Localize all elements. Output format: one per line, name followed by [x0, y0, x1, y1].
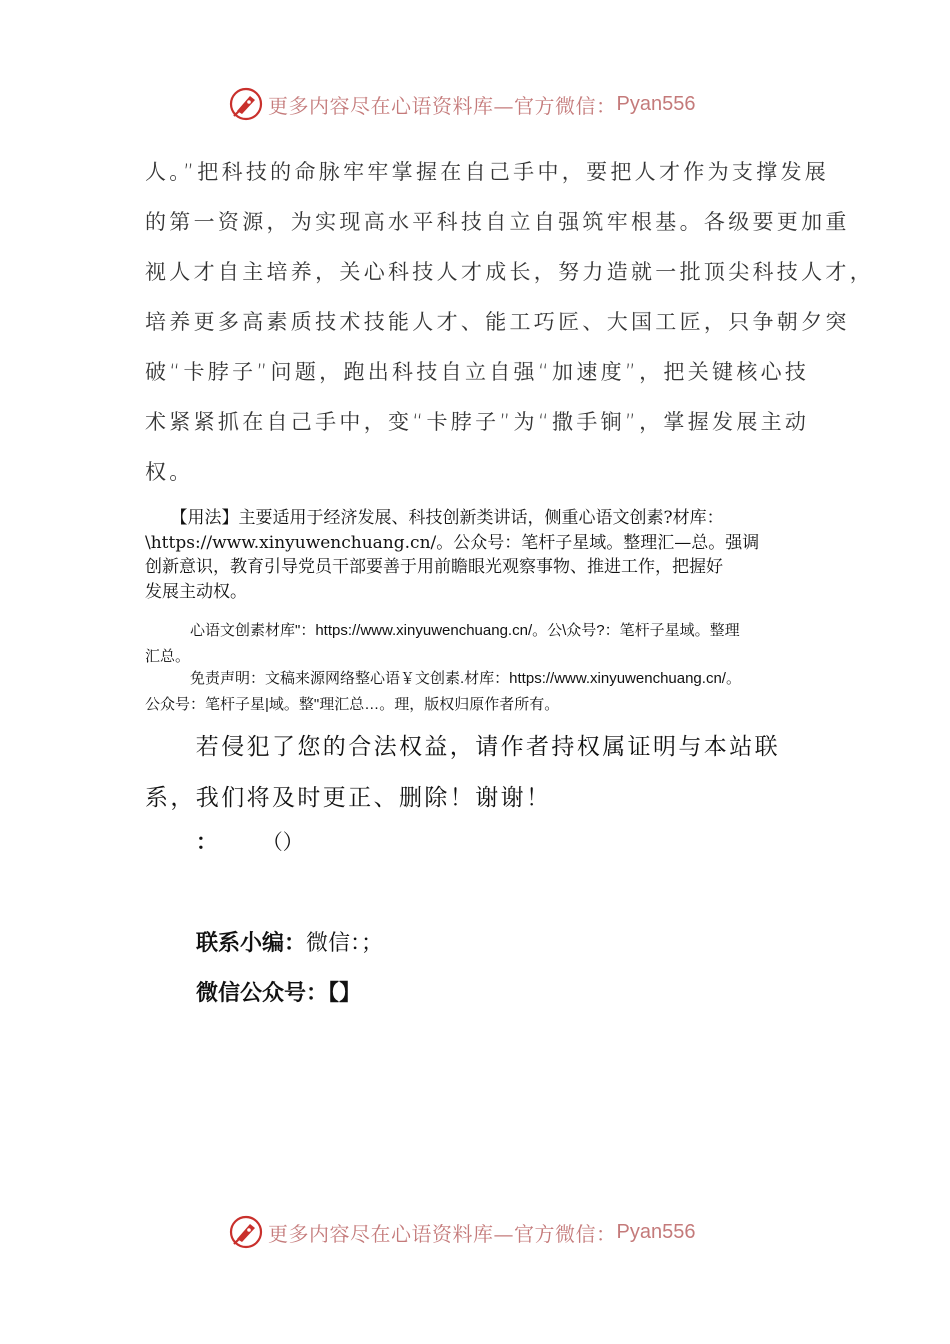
source-note [145, 618, 810, 670]
pen-nib-logo-icon [228, 86, 264, 122]
footer-banner [228, 1212, 728, 1252]
infringement-notice [145, 722, 825, 824]
note-line: 心语文创素材库"：https://www.xinyuwenchuang.cn/。公\众号?：笔杆子星域。整理 [145, 622, 740, 639]
header-banner [228, 84, 728, 124]
usage-line: 发展主动权。 [145, 581, 247, 602]
note-line: 免责声明：文稿来源网络整心语￥文创素.材库：https://www.xinyuwenchuang.cn/。 [145, 670, 741, 687]
banner-text: 更多内容尽在心语资料库—官方微信： [268, 93, 617, 118]
paragraph-line: 破“卡脖子”问题，跑出科技自立自强“加速度”，把关键核心技 [145, 360, 810, 384]
misc-colon: ： [196, 830, 217, 854]
disclaimer-note [145, 666, 810, 718]
misc-line [196, 826, 304, 856]
contact-account [196, 976, 696, 1007]
notice-line: 系，我们将及时更正、删除！谢谢！ [145, 785, 552, 811]
paragraph-line: 术紧紧抓在自己手中，变“卡脖子”为“撒手锏”，掌握发展主动 [145, 410, 810, 434]
paragraph-line: 权。 [145, 460, 194, 484]
pen-nib-logo-icon [228, 1214, 264, 1250]
contact-account-value: 【】 [328, 981, 362, 1006]
contact-editor-label: 联系小编： [196, 931, 307, 956]
paragraph-line: 视人才自主培养，关心科技人才成长，努力造就一批顶尖科技人才， [145, 260, 874, 284]
usage-paragraph [145, 506, 810, 604]
notice-line: 若侵犯了您的合法权益，请作者持权属证明与本站联 [145, 734, 780, 760]
contact-editor-value: 微信：； [306, 931, 384, 956]
banner-wechat-id: Pyan556 [616, 92, 696, 115]
contact-editor [196, 926, 696, 957]
note-line: 汇总。 [145, 648, 191, 665]
paragraph-line: 的第一资源，为实现高水平科技自立自强筑牢根基。各级要更加重 [145, 210, 850, 234]
banner-text: 更多内容尽在心语资料库—官方微信： [268, 1221, 617, 1246]
paragraph-line: 人。”把科技的命脉牢牢掌握在自己手中，要把人才作为支撑发展 [145, 160, 830, 184]
contact-account-label: 微信公众号： [196, 981, 329, 1006]
note-line: 公众号：笔杆子星|域。整"理汇总…。理，版权归原作者所有。 [145, 696, 560, 713]
banner-wechat-id: Pyan556 [616, 1220, 696, 1243]
misc-paren: （） [261, 830, 304, 854]
usage-line: 【用法】主要适用于经济发展、科技创新类讲话，侧重心语文创素?材库： [145, 508, 724, 528]
main-paragraph [145, 147, 874, 497]
paragraph-line: 培养更多高素质技术技能人才、能工巧匠、大国工匠，只争朝夕突 [145, 310, 850, 334]
usage-line: 创新意识，教育引导党员干部要善于用前瞻眼光观察事物、推进工作，把握好 [145, 557, 723, 577]
usage-line: \https://www.xinyuwenchuang.cn/。公众号：笔杆子星域。整理汇—总。强调 [145, 532, 760, 553]
